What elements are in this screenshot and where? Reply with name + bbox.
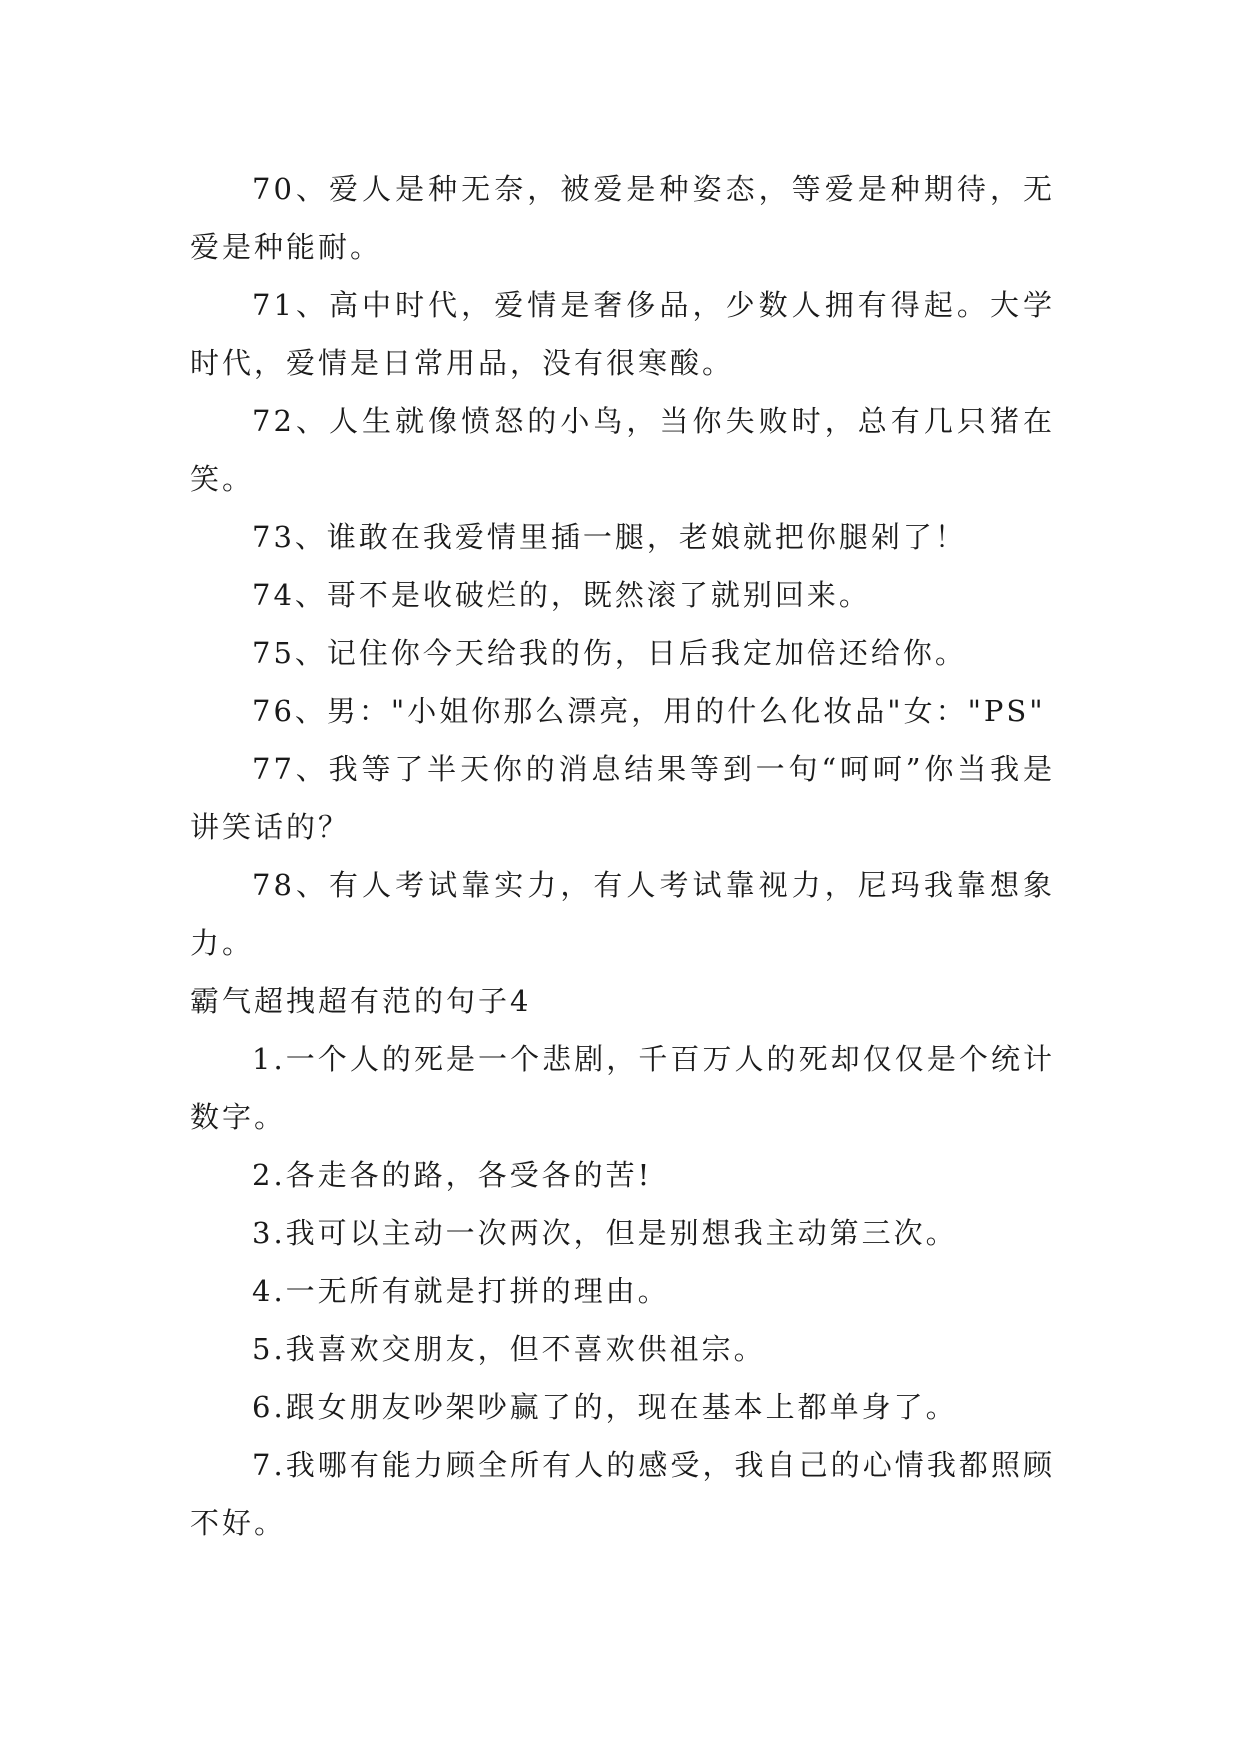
paragraph-74: 74、哥不是收破烂的，既然滚了就别回来。 (252, 578, 871, 612)
paragraph-78: 78、有人考试靠实力，有人考试靠视力，尼玛我靠想象力。 (190, 868, 1055, 960)
paragraph-72: 72、人生就像愤怒的小鸟，当你失败时，总有几只猪在笑。 (190, 404, 1055, 496)
section-heading: 霸气超拽超有范的句子4 (190, 984, 532, 1018)
paragraph-76: 76、男："小姐你那么漂亮，用的什么化妆品"女："PS" (252, 694, 1046, 728)
paragraph-73: 73、谁敢在我爱情里插一腿，老娘就把你腿剁了！ (252, 520, 967, 554)
paragraph-3: 3.我可以主动一次两次，但是别想我主动第三次。 (252, 1216, 958, 1250)
paragraph-70: 70、爱人是种无奈，被爱是种姿态，等爱是种期待，无爱是种能耐。 (190, 172, 1055, 264)
paragraph-7: 7.我哪有能力顾全所有人的感受，我自己的心情我都照顾不好。 (190, 1448, 1055, 1540)
paragraph-1: 1.一个人的死是一个悲剧，千百万人的死却仅仅是个统计数字。 (190, 1042, 1055, 1134)
paragraph-4: 4.一无所有就是打拼的理由。 (252, 1274, 670, 1308)
paragraph-6: 6.跟女朋友吵架吵赢了的，现在基本上都单身了。 (252, 1390, 958, 1424)
paragraph-5: 5.我喜欢交朋友，但不喜欢供祖宗。 (252, 1332, 766, 1366)
document-body (190, 160, 1055, 1552)
paragraph-77: 77、我等了半天你的消息结果等到一句“呵呵”你当我是讲笑话的？ (190, 752, 1055, 844)
paragraph-2: 2.各走各的路，各受各的苦! (252, 1158, 653, 1192)
paragraph-75: 75、记住你今天给我的伤，日后我定加倍还给你。 (252, 636, 967, 670)
paragraph-71: 71、高中时代，爱情是奢侈品，少数人拥有得起。大学时代，爱情是日常用品，没有很寒酸。 (190, 288, 1055, 380)
